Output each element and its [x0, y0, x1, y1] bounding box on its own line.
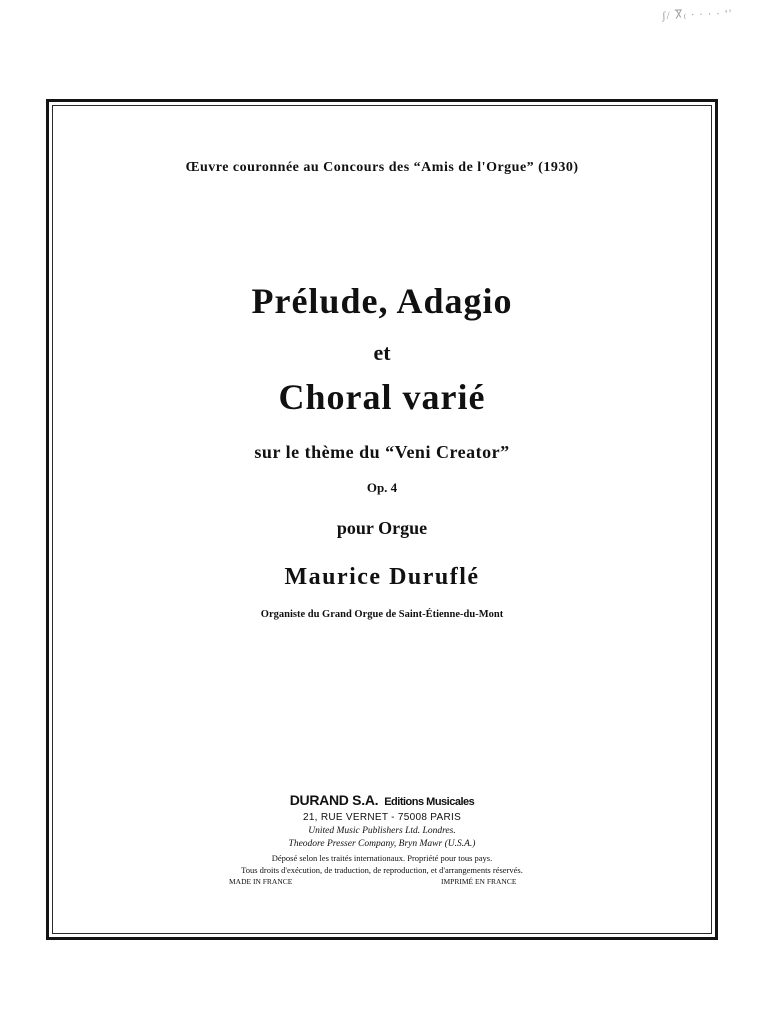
title-page-frame	[46, 99, 718, 940]
printed-in-label: IMPRIMÉ EN FRANCE	[441, 877, 517, 886]
title-line-1: Prélude, Adagio	[251, 281, 513, 321]
composer-name: Maurice Duruflé	[284, 564, 480, 590]
composer-role: Organiste du Grand Orgue de Saint-Étienne-du-Mont	[260, 609, 504, 620]
corner-pencil-mark: ʃ/ Ⴟ₍ · · · · ʻ'	[661, 7, 733, 23]
rights-notice: Tous droits d'exécution, de traduction, de reproduction, et d'arrangements réservés.	[241, 865, 523, 875]
publisher-agent-usa: Theodore Presser Company, Bryn Mawr (U.S.A.)	[288, 839, 476, 849]
made-in-label: MADE IN FRANCE	[229, 877, 293, 886]
award-line: Œuvre couronnée au Concours des “Amis de l'Orgue” (1930)	[185, 160, 579, 175]
subtitle: sur le thème du “Veni Creator”	[254, 442, 510, 462]
publisher-address: 21, RUE VERNET - 75008 PARIS	[302, 812, 462, 823]
publisher-name: DURAND S.A.	[289, 792, 379, 808]
instrument: pour Orgue	[336, 518, 428, 538]
title-conjunction: et	[373, 340, 391, 365]
legal-deposit-notice: Déposé selon les traités internationaux. Propriété pour tous pays.	[271, 853, 493, 863]
title-line-2: Choral varié	[278, 377, 486, 417]
publisher-subtitle: Editions Musicales	[384, 796, 475, 808]
opus-number: Op. 4	[366, 480, 398, 495]
publisher-agent-london: United Music Publishers Ltd. Londres.	[308, 826, 456, 836]
publisher-heading	[49, 792, 715, 810]
